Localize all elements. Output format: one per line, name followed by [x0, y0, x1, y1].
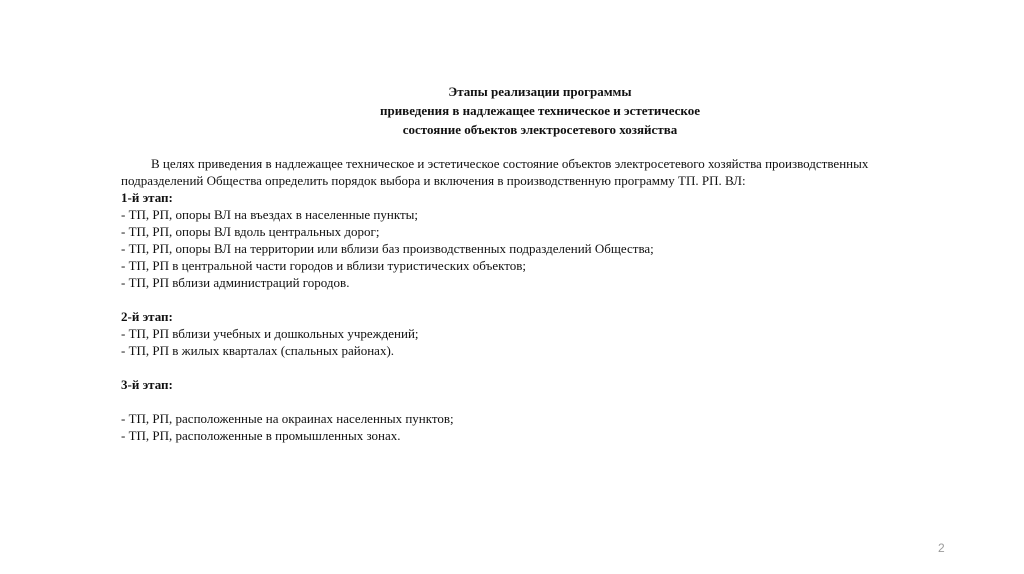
- spacer: [121, 359, 921, 376]
- document-title: [290, 82, 790, 139]
- spacer: [121, 291, 921, 308]
- stage-1: [121, 189, 921, 291]
- list-item: - ТП, РП, опоры ВЛ на территории или вблизи баз производственных подразделений Общества;: [121, 241, 654, 256]
- stage-3: [121, 376, 921, 444]
- stage-heading: 1-й этап:: [121, 190, 173, 205]
- list-item: - ТП, РП, расположенные на окраинах населенных пунктов;: [121, 411, 454, 426]
- spacer: [121, 393, 921, 410]
- list-item: - ТП, РП, расположенные в промышленных зонах.: [121, 428, 401, 443]
- page-number: 2: [938, 541, 945, 555]
- title-line-3: состояние объектов электросетевого хозяйства: [402, 122, 678, 137]
- title-line-1: Этапы реализации программы: [448, 84, 632, 99]
- list-item: - ТП, РП, опоры ВЛ на въездах в населенные пункты;: [121, 207, 419, 222]
- title-line-2: приведения в надлежащее техническое и эстетическое: [379, 103, 701, 118]
- intro-paragraph: В целях приведения в надлежащее техническое и эстетическое состояние объектов электросетевого хозяйства производственных подразделений Общества определить порядок выбора и включения в производственную программу ТП. РП. ВЛ:: [121, 156, 869, 188]
- list-item: - ТП, РП вблизи учебных и дошкольных учреждений;: [121, 326, 419, 341]
- stage-heading: 3-й этап:: [121, 377, 173, 392]
- document-body: [121, 155, 921, 444]
- stage-2: [121, 308, 921, 359]
- list-item: - ТП, РП в центральной части городов и вблизи туристических объектов;: [121, 258, 526, 273]
- list-item: - ТП, РП вблизи администраций городов.: [121, 275, 350, 290]
- list-item: - ТП, РП, опоры ВЛ вдоль центральных дорог;: [121, 224, 380, 239]
- list-item: - ТП, РП в жилых кварталах (спальных районах).: [121, 343, 395, 358]
- stage-heading: 2-й этап:: [121, 309, 173, 324]
